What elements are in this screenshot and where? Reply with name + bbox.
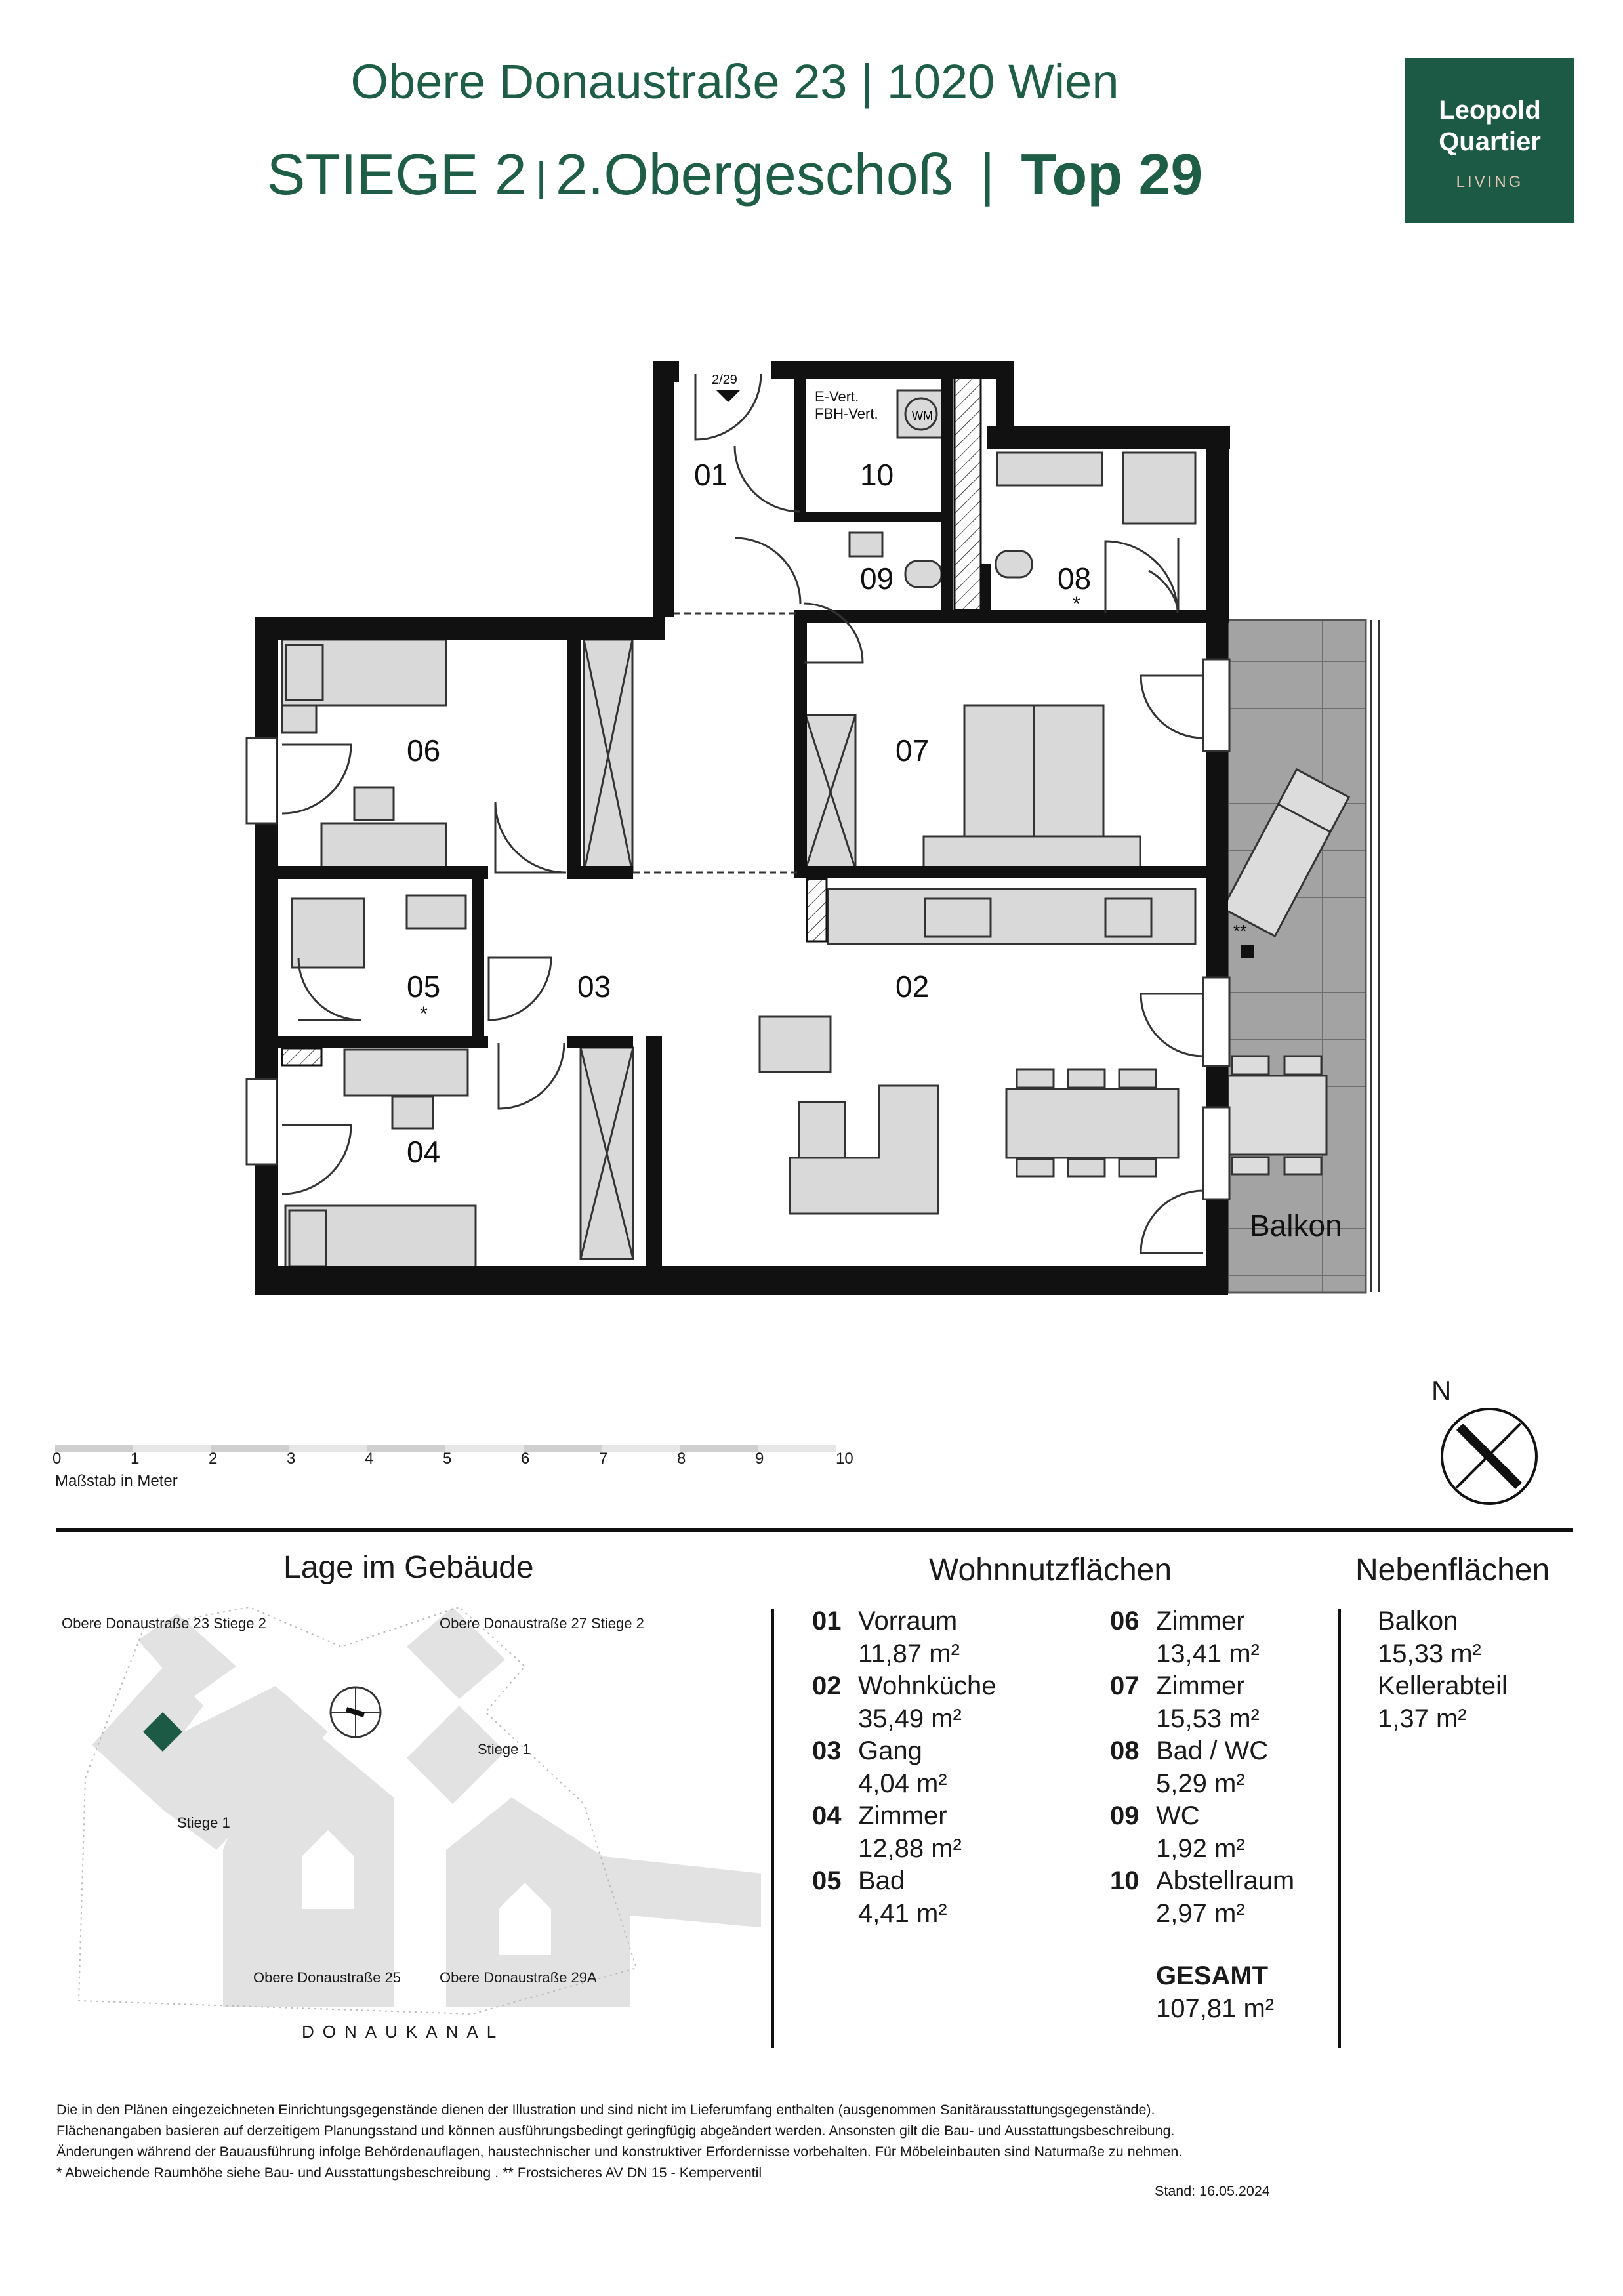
area-name: Bad — [858, 1866, 905, 1895]
area-value: 1,92 m² — [1156, 1834, 1245, 1863]
secondary-value: 1,37 m² — [1378, 1704, 1467, 1733]
scale-tick: 6 — [521, 1450, 530, 1467]
area-number: 10 — [1110, 1866, 1140, 1895]
room-08-star: * — [1073, 593, 1080, 615]
area-value: 4,04 m² — [858, 1769, 947, 1798]
area-value: 15,53 m² — [1156, 1704, 1260, 1733]
scale-tick: 4 — [365, 1450, 374, 1467]
toilet-09 — [905, 561, 941, 587]
site-label-f: Obere Donaustraße 29A — [440, 1969, 597, 1986]
area-number: 03 — [812, 1736, 842, 1765]
area-name: Vorraum — [858, 1607, 958, 1635]
area-row — [812, 1864, 947, 1930]
desk-06 — [321, 823, 446, 869]
area-name: WC — [1156, 1801, 1200, 1830]
total-label: GESAMT — [1156, 1961, 1269, 1990]
room-05-number: 05 — [407, 970, 441, 1004]
area-row — [1110, 1605, 1260, 1670]
area-number: 07 — [1110, 1671, 1140, 1700]
area-row — [1110, 1734, 1268, 1800]
toilet-08 — [996, 551, 1032, 577]
scale-tick: 8 — [677, 1450, 686, 1467]
scale-tick: 3 — [287, 1450, 296, 1467]
frost-valve — [1241, 945, 1254, 958]
site-label-e: Obere Donaustraße 25 — [253, 1969, 401, 1986]
area-row — [1110, 1864, 1294, 1930]
floor-label: 2.Obergeschoß — [555, 142, 954, 207]
scale-tick: 0 — [52, 1450, 62, 1467]
footer-line: Flächenangaben basieren auf derzeitigem Planungsstand und können ausführungsbedingt geringfügig abgeändert werden. Ansonsten gilt die Bau- und Ausstattungsbeschreibung. — [56, 2123, 1175, 2139]
shower-05 — [292, 899, 364, 968]
shower-08 — [1123, 453, 1195, 523]
area-value: 13,41 m² — [1156, 1639, 1260, 1668]
desk-04 — [344, 1050, 468, 1096]
footer-line: Änderungen während der Bauausführung infolge Behördenauflagen, haustechnischer und konstruktiver Erfordernisse vorbehalten. Für Möbeleinbauten sind Naturmaße zu nehmen. — [56, 2144, 1183, 2160]
room-02-number: 02 — [895, 970, 930, 1004]
secondary-row — [1378, 1670, 1508, 1735]
site-heading: Lage im Gebäude — [283, 1550, 534, 1585]
room-03-number: 03 — [577, 970, 611, 1004]
balcony-label: Balkon — [1250, 1208, 1342, 1242]
sink-08 — [997, 453, 1102, 485]
room-05-star: * — [420, 1003, 428, 1025]
entrance-arrow-icon — [716, 390, 740, 402]
footer-line: * Abweichende Raumhöhe siehe Bau- und Ausstattungsbeschreibung . ** Frostsicheres AV DN 15 - Kemperventil — [56, 2165, 762, 2181]
site-label-b: Obere Donaustraße 27 Stiege 2 — [440, 1615, 644, 1631]
site-label-a: Obere Donaustraße 23 Stiege 2 — [62, 1615, 266, 1631]
scale-tick: 5 — [443, 1450, 452, 1467]
area-number: 01 — [812, 1607, 842, 1635]
sink-05 — [407, 895, 466, 928]
area-name: Zimmer — [858, 1801, 947, 1830]
room-01-number: 01 — [694, 458, 728, 492]
area-number: 08 — [1110, 1736, 1140, 1765]
door-number: 2/29 — [712, 373, 737, 387]
room-07-number: 07 — [895, 733, 930, 768]
scale-label: Maßstab in Meter — [55, 1472, 178, 1490]
area-number: 02 — [812, 1671, 842, 1700]
secondary-name: Kellerabteil — [1378, 1671, 1508, 1700]
site-label-c: Stiege 1 — [478, 1741, 531, 1757]
armchair — [760, 1017, 831, 1072]
scale-tick: 1 — [131, 1450, 140, 1467]
unit-title — [0, 141, 1469, 208]
area-row — [812, 1799, 962, 1865]
address-heading: Obere Donaustraße 23 | 1020 Wien — [350, 54, 1119, 109]
site-label-d: Stiege 1 — [177, 1814, 230, 1831]
logo-line3: LIVING — [1456, 173, 1524, 191]
canal-label: DONAUKANAL — [302, 2022, 505, 2041]
area-value: 35,49 m² — [858, 1704, 962, 1733]
section-divider — [56, 1528, 1573, 1532]
scale-tick: 7 — [599, 1450, 608, 1467]
area-value: 4,41 m² — [858, 1899, 947, 1928]
room-06-number: 06 — [407, 733, 441, 768]
area-row — [812, 1605, 960, 1670]
secondary-value: 15,33 m² — [1378, 1639, 1481, 1668]
area-number: 05 — [812, 1866, 842, 1895]
column-divider — [771, 1609, 774, 2048]
area-name: Abstellraum — [1156, 1866, 1295, 1895]
total-value: 107,81 m² — [1156, 1994, 1275, 2023]
top-label: Top 29 — [1021, 142, 1203, 207]
site-map — [66, 1601, 761, 2020]
stiege-label: STIEGE 2 — [266, 142, 527, 207]
dining-table — [1006, 1089, 1178, 1158]
scale-tick: 10 — [836, 1450, 853, 1467]
logo-line1: Leopold — [1439, 96, 1541, 125]
area-name: Zimmer — [1156, 1671, 1245, 1700]
area-value: 5,29 m² — [1156, 1769, 1245, 1798]
separator: | — [979, 142, 995, 207]
area-value: 12,88 m² — [858, 1834, 962, 1863]
room-08-number: 08 — [1058, 562, 1092, 596]
wm-label: WM — [912, 409, 933, 422]
brand-logo — [1405, 58, 1574, 223]
secondary-row — [1378, 1605, 1481, 1670]
area-name: Gang — [858, 1736, 922, 1765]
area-row — [1110, 1670, 1260, 1735]
area-name: Bad / WC — [1156, 1736, 1269, 1765]
separator: | — [535, 154, 546, 199]
logo-line2: Quartier — [1439, 127, 1541, 156]
e-vert-label: E-Vert. — [815, 388, 859, 405]
area-number: 06 — [1110, 1607, 1140, 1635]
area-name: Zimmer — [1156, 1607, 1245, 1635]
column-divider — [1338, 1609, 1341, 2048]
scale-bar — [55, 1443, 849, 1456]
north-label: N — [1431, 1375, 1452, 1406]
fbh-vert-label: FBH-Vert. — [815, 405, 878, 422]
balcony — [1223, 620, 1379, 1292]
area-row — [812, 1734, 947, 1800]
room-numbers — [407, 373, 1342, 1242]
area-name: Wohnküche — [858, 1671, 996, 1700]
stand-date: Stand: 16.05.2024 — [1155, 2183, 1270, 2199]
area-number: 09 — [1110, 1801, 1140, 1830]
room-09-number: 09 — [860, 562, 894, 596]
balcony-table — [1228, 1076, 1326, 1155]
secondary-heading: Nebenflächen — [1355, 1553, 1550, 1588]
scale-tick: 2 — [209, 1450, 218, 1467]
scale-tick: 9 — [755, 1450, 764, 1467]
room-10-number: 10 — [860, 458, 894, 492]
footer-line: Die in den Plänen eingezeichneten Einrichtungsgegenstände dienen der Illustration und sind nicht im Lieferumfang enthalten (ausgenommen Sanitärausstattungsgegenstände). — [56, 2102, 1155, 2118]
room-04-number: 04 — [407, 1135, 441, 1169]
shaft-hatch — [955, 377, 981, 610]
area-value: 2,97 m² — [1156, 1899, 1245, 1928]
floor-plan — [236, 348, 1391, 1332]
areas-heading: Wohnnutzflächen — [929, 1553, 1172, 1588]
secondary-name: Balkon — [1378, 1607, 1458, 1635]
area-value: 11,87 m² — [858, 1639, 960, 1668]
area-row — [812, 1670, 996, 1735]
footer-notes — [56, 2099, 1316, 2183]
compass-icon — [1437, 1404, 1542, 1509]
frost-valve-mark: ** — [1233, 921, 1247, 941]
area-row — [1110, 1799, 1245, 1865]
area-number: 04 — [812, 1801, 842, 1830]
